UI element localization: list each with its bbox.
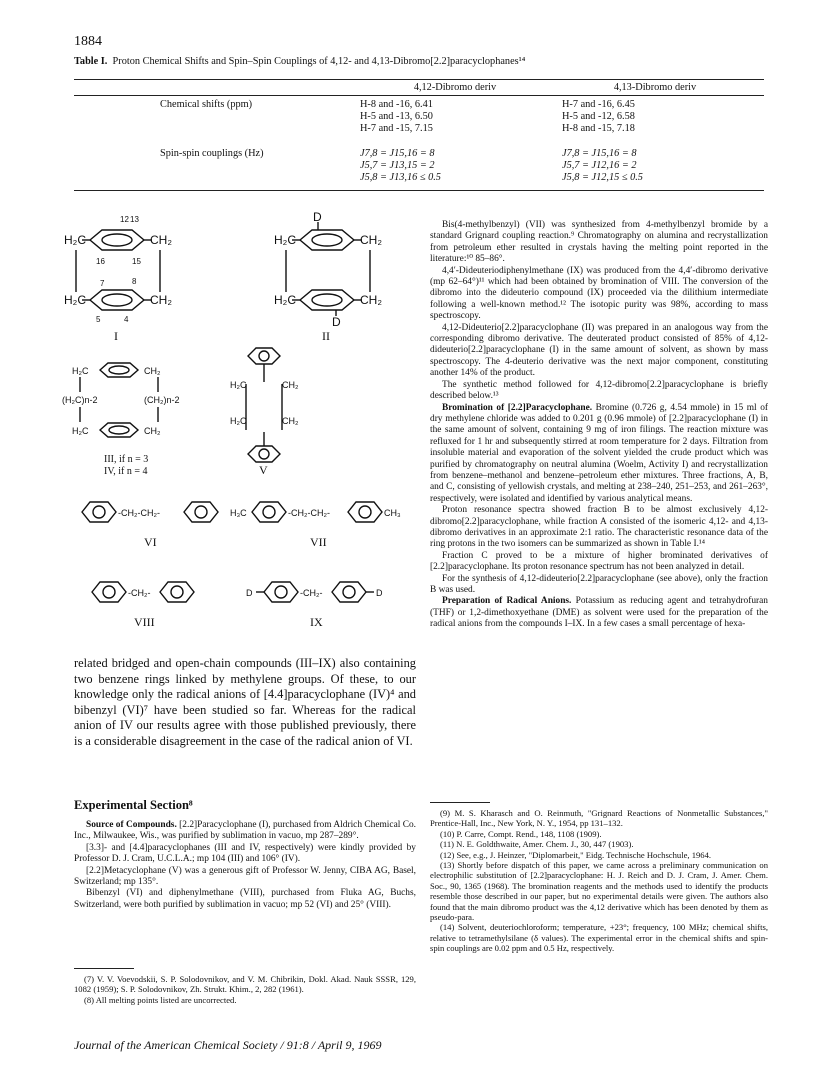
- paragraph: [74, 843, 416, 866]
- paragraph-text: The synthetic method followed for 4,12-dibromo[2.2]paracyclophane is briefly described below.¹³: [430, 379, 768, 402]
- group-label: D: [313, 212, 322, 224]
- benzene-ring-VIII-left: [92, 582, 126, 602]
- table-label: Table I.: [74, 56, 108, 67]
- paragraph: [430, 323, 768, 380]
- group-label: H₃C: [230, 508, 247, 518]
- group-label: -CH₂-: [300, 588, 323, 598]
- group-label: -CH₂-CH₂-: [118, 508, 160, 518]
- table-cell-line: J7,8 = J15,16 = 8: [360, 148, 435, 159]
- footnote: (13) Shortly before dispatch of this paper, we came across a preliminary communication on electrophilic substitution of [2.2]paracyclophane: H. J. Reich and D. J. Cram, J. Amer. Chem. Soc., 90, 1365 (1968). The bromination reagents and the methods used to identify the products resemble those described in our paper, but no experimental details were given. The authors also found that the main dibromo product was the 4,12 derivative which has been denoted by them as pseudo-para.: [430, 860, 768, 923]
- footnote: (10) P. Carre, Compt. Rend., 148, 1108 (1909).: [440, 828, 602, 839]
- table-top-rule: [74, 79, 764, 80]
- footnote-rule: [430, 802, 490, 803]
- paragraph-lead: Preparation of Radical Anions.: [442, 596, 572, 607]
- benzene-ring-VII-right: [348, 502, 382, 522]
- paragraph-text: Proton resonance spectra showed fraction B to be almost exclusively 4,12-dibromo[2.2]paracyclophane, while fraction A consisted of the isomeric 4,12- and 4,13-dibromo derivatives in an approximate 2:1 ratio. The characteristic resonance data of the ring protons in the two isomers can be summarized as shown in Table I.¹⁴: [430, 505, 768, 550]
- paragraph-lead: Source of Compounds.: [86, 820, 177, 830]
- table-cell: [562, 99, 635, 136]
- chemical-structures-figure: [60, 212, 410, 657]
- group-label: -CH₂-: [128, 588, 151, 598]
- paragraph: [430, 574, 768, 597]
- paragraph: [430, 220, 768, 266]
- group-label: H₂C: [274, 233, 296, 247]
- paragraph-text: 4,12-Dideuterio[2.2]paracyclophane (II) was prepared in an analogous way from the corresponding dibromo derivative. The deuterated product consisted of 85% of 4,12-dideuterio[2.2]paracyclophane (I) in the same amount of solvent, as shown by mass spectroscopy. The 4-deuterio derivative was the next major component, constituting another 14% of the product.: [430, 322, 768, 379]
- benzene-ring-VII-left: [252, 502, 286, 522]
- group-label: CH₂: [150, 293, 172, 307]
- compound-label: I: [114, 329, 118, 343]
- paragraph-text: Fraction C proved to be a mixture of higher brominated derivatives of [2.2]paracyclophane. Its proton resonance spectrum has not been analyzed in detail.: [430, 550, 768, 573]
- paragraph: [430, 266, 768, 323]
- group-label: D: [332, 315, 341, 329]
- table-cell: [562, 148, 643, 185]
- footnote: (8) All melting points listed are uncorrected.: [84, 994, 237, 1005]
- atom-number: 7: [100, 279, 105, 288]
- benzene-ring-III-upper: [100, 363, 138, 377]
- right-footnotes: [430, 808, 768, 954]
- benzene-ring-VI-left: [82, 502, 116, 522]
- benzene-ring-VIII-right: [160, 582, 194, 602]
- table-caption: [74, 56, 774, 67]
- compound-label: III, if n = 3: [104, 454, 149, 465]
- table-bottom-rule: [74, 190, 764, 191]
- paragraph: [430, 380, 768, 403]
- table-cell-line: H-8 and -15, 7.18: [562, 123, 635, 135]
- left-footnotes: [74, 974, 416, 1005]
- compound-label: IV, if n = 4: [104, 466, 148, 477]
- benzene-ring-lower-II: [300, 290, 354, 310]
- group-label: -CH₂-CH₂-: [288, 508, 330, 518]
- benzene-ring-upper-I: [90, 230, 144, 250]
- table-row-label: Spin-spin couplings (Hz): [160, 148, 264, 159]
- table-col2-header: 4,13-Dibromo deriv: [613, 82, 697, 93]
- table-cell-line: H-7 and -15, 7.15: [360, 123, 433, 135]
- paragraph: [74, 888, 416, 911]
- compound-label: VIII: [134, 615, 155, 629]
- atom-number: 15: [132, 257, 141, 266]
- paragraph-text: [3.3]- and [4.4]paracyclophanes (III and IV, respectively) were kindly provided by Professor D. J. Cram, U.C.L.A.; mp 104 (III) and 106° (IV).: [74, 842, 416, 865]
- benzene-ring-upper-II: [300, 230, 354, 250]
- table-cell-line: J5,7 = J13,15 = 2: [360, 160, 435, 172]
- table-cell-line: H-5 and -12, 6.58: [562, 111, 635, 123]
- table-cell-line: J5,8 = J13,16 ≤ 0.5: [360, 172, 441, 184]
- table-cell: [360, 99, 433, 136]
- paragraph-text: Bis(4-methylbenzyl) (VII) was synthesized from 4-methylbenzyl bromide by a standard Grignard coupling reaction.⁹ Chromatography on alumina and recrystallization from petroleum ether resulted in crystals having the melting point reported in the literature:¹⁰ 85–86°.: [430, 220, 768, 265]
- table-cell-line: H-7 and -16, 6.45: [562, 99, 635, 110]
- paragraph: [430, 596, 768, 630]
- benzene-ring-IX-left: [264, 582, 298, 602]
- right-column-text: [430, 220, 768, 631]
- table-cell-line: H-5 and -13, 6.50: [360, 111, 433, 123]
- footnote: (11) N. E. Goldthwaite, Amer. Chem. J., 30, 447 (1903).: [440, 839, 634, 850]
- group-label: H₂C: [274, 293, 296, 307]
- group-label: CH₂: [360, 233, 382, 247]
- group-label: CH₂: [282, 380, 299, 390]
- footnote: (7) V. V. Voevodskii, S. P. Solodovnikov, and V. M. Chibrikin, Dokl. Akad. Nauk SSSR, 129, 1082 (1959); S. P. Solodovnikov, Zh. Strukt. Khim., 2, 282 (1961).: [74, 974, 416, 995]
- group-label: H₂C: [64, 293, 86, 307]
- group-label: D: [246, 588, 253, 598]
- experimental-section: [74, 820, 416, 911]
- table-row-label: Chemical shifts (ppm): [160, 99, 253, 110]
- left-body-text: related bridged and open-chain compounds (III–IX) also containing two benzene rings linked by methylene groups. Of these, to our knowledge only the radical anions of [4.4]paracyclophane (IV)⁴ and bibenzyl (VI)⁷ have been studied so far. Whereas for the radical anion of IV our results agree with those published previously, there is a considerable disagreement in the case of the radical anion of VI.: [74, 656, 416, 748]
- group-label: (H₂C)n-2: [62, 395, 98, 405]
- footnote: (14) Solvent, deuteriochloroform; temperature, +23°; frequency, 100 MHz; chemical shifts, relative to tetramethylsilane (δ values). The experimental error in the chemical shifts and spin-spin couplings are 0.02 ppm and 0.5 Hz, respectively.: [430, 922, 768, 954]
- group-label: CH₂: [144, 366, 161, 376]
- table-title: Proton Chemical Shifts and Spin–Spin Couplings of 4,12- and 4,13-Dibromo[2.2]paracyclophanes¹⁴: [112, 56, 526, 67]
- paragraph-text: [2.2]Paracyclophane (I), purchased from Aldrich Chemical Co. Inc., Milwaukee, Wis., was purified by sublimation in vacuo, mp 287–289°.: [74, 820, 416, 842]
- compound-label: IX: [310, 615, 323, 629]
- compound-label: II: [322, 329, 330, 343]
- group-label: (CH₂)n-2: [144, 395, 180, 405]
- paragraph-text: Potassium as reducing agent and tetrahydrofuran (THF) or 1,2-dimethoxyethane (DME) as solvent were used for the preparation of the radical anions from the compounds I–IX. In a few cases a small percentage of hexa-: [430, 596, 768, 630]
- paragraph-lead: Bromination of [2.2]Paracyclophane.: [442, 402, 593, 413]
- paragraph-text: Bibenzyl (VI) and diphenylmethane (VIII), purchased from Fluka AG, Buchs, Switzerland, were both purified by sublimation in vacuo; mp 52 (VI) and 25° (VIII).: [74, 888, 416, 910]
- group-label: H₂C: [72, 426, 89, 436]
- group-label: CH₂: [144, 426, 161, 436]
- compound-label: V: [259, 463, 268, 477]
- paragraph: [430, 403, 768, 506]
- atom-number: 13: [130, 215, 139, 224]
- paragraph: [74, 866, 416, 889]
- benzene-ring-VI-right: [184, 502, 218, 522]
- footnote: (12) See, e.g., J. Heinzer, "Diplomarbeit," Eidg. Technische Hochschule, 1964.: [440, 849, 712, 860]
- table-cell: [360, 148, 441, 185]
- group-label: H₂C: [230, 380, 247, 390]
- table-cell-line: H-8 and -16, 6.41: [360, 99, 433, 110]
- group-label: CH₃: [384, 508, 401, 518]
- ring-inner-circle: [102, 234, 132, 246]
- footnote: (9) M. S. Kharasch and O. Reinmuth, "Grignard Reactions of Nonmetallic Substances," Prentice-Hall, Inc., New York, N. Y., 1954, pp 131–132.: [430, 808, 768, 829]
- paragraph: [74, 820, 416, 843]
- group-label: CH₂: [282, 416, 299, 426]
- table-cell-line: J7,8 = J15,16 = 8: [562, 148, 637, 159]
- atom-number: 16: [96, 257, 105, 266]
- group-label: H₂C: [72, 366, 89, 376]
- atom-number: 4: [124, 315, 129, 324]
- group-label: CH₂: [360, 293, 382, 307]
- table-cell-line: J5,8 = J12,15 ≤ 0.5: [562, 172, 643, 184]
- page-number: 1884: [74, 34, 102, 49]
- benzene-ring-III-lower: [100, 423, 138, 437]
- paragraph-text: For the synthesis of 4,12-dideuterio[2.2]paracyclophane (see above), only the fraction B was used.: [430, 573, 768, 595]
- compound-label: VII: [310, 535, 327, 549]
- atom-number: 8: [132, 277, 137, 286]
- journal-footer: Journal of the American Chemical Society / 91:8 / April 9, 1969: [74, 1038, 382, 1052]
- footnote-rule: [74, 968, 134, 969]
- paragraph: [430, 505, 768, 551]
- table-col1-header: 4,12-Dibromo deriv: [413, 82, 497, 93]
- benzene-ring-IX-right: [332, 582, 366, 602]
- experimental-heading: Experimental Section⁸: [74, 798, 193, 812]
- atom-number: 12: [120, 215, 129, 224]
- group-label: H₂C: [64, 233, 86, 247]
- group-label: H₂C: [230, 416, 247, 426]
- ring-inner-circle: [102, 294, 132, 306]
- paragraph: [430, 551, 768, 574]
- benzene-ring-lower-I: [90, 290, 144, 310]
- paragraph-text: [2.2]Metacyclophane (V) was a generous gift of Professor W. Jenny, CIBA AG, Basel, Switzerland; mp 135°.: [74, 865, 416, 888]
- table-cell-line: J5,7 = J12,16 = 2: [562, 160, 637, 172]
- group-label: D: [376, 588, 383, 598]
- paragraph-text: Bromine (0.726 g, 4.54 mmole) in 15 ml of dry methylene chloride was added to 0.201 g (0.96 mmole) of [2.2]paracyclophane (I) in the same amount of solvent, containing 9 mg of iron filings. The reaction mixture was refluxed for 1 hr and subsequently stirred at room temperature for 2 days. Filtration from insoluble material and evaporation of the solvent yielded the crude product which was purified by chromatography on neutral alumina (Woelm, Activity I) and recrystallization from benzene–methanol and benzene–petroleum ether mixtures. Three fractions, A, B, and C, consisting of yellowish crystals, and melting at 238–240, 251–253, and 261–263°, respectively, were isolated and identified by various analytical means.: [430, 402, 769, 504]
- table-header-rule: [74, 95, 764, 96]
- compound-label: VI: [144, 535, 157, 549]
- paragraph-text: 4,4′-Dideuteriodiphenylmethane (IX) was produced from the 4,4′-dibromo derivative (mp 62–64°)¹¹ which had been obtained by bromination of VIII. The conversion of the dibromo into the dideuterio compound (IX) proceeded via the dilithium intermediate following a well-known method.¹² The isotopic purity was 98%, according to mass spectroscopy.: [430, 265, 768, 322]
- atom-number: 5: [96, 315, 101, 324]
- group-label: CH₂: [150, 233, 172, 247]
